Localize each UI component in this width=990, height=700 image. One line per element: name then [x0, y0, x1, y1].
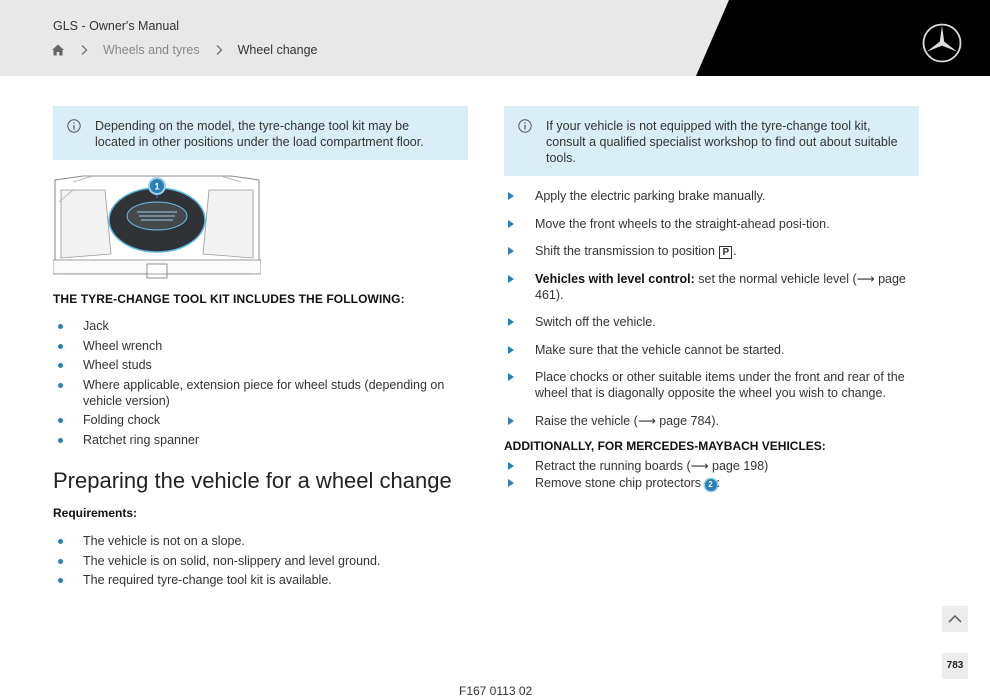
step-arrow-icon	[508, 318, 514, 326]
page-link-461[interactable]: ⟶ page 461	[535, 271, 906, 302]
list-item: Wheel studs	[53, 357, 473, 373]
chevron-right-icon	[214, 44, 224, 56]
figure-caption: F167 0113 02	[459, 684, 533, 698]
requirements-label: Requirements:	[53, 506, 138, 520]
step-arrow-icon	[508, 479, 514, 487]
step-item: Raise the vehicle (⟶ page 784).	[504, 413, 924, 429]
park-position-key: P	[719, 246, 732, 259]
step-item: Shift the transmission to position P .	[504, 243, 924, 259]
maybach-steps	[504, 458, 924, 492]
scroll-to-top-button[interactable]	[942, 606, 968, 632]
callout-badge: 2	[705, 479, 717, 491]
list-item: The vehicle is not on a slope.	[53, 533, 473, 549]
step-item: Move the front wheels to the straight-ahead posi-tion.	[504, 216, 924, 232]
list-item: Jack	[53, 318, 473, 334]
step-item: Retract the running boards (⟶ page 198)	[504, 458, 924, 474]
list-item: Wheel wrench	[53, 338, 473, 354]
step-item: Remove stone chip protectors 2 :	[504, 475, 924, 491]
list-item: Where applicable, extension piece for wheel studs (depending on vehicle version)	[53, 377, 473, 409]
info-text: If your vehicle is not equipped with the tyre-change tool kit, consult a qualified specialist workshop to find out about suitable tools.	[546, 119, 898, 165]
step-arrow-icon	[508, 220, 514, 228]
page-link-198[interactable]: ⟶ page 198	[690, 459, 765, 473]
procedure-steps	[504, 188, 924, 440]
step-arrow-icon	[508, 275, 514, 283]
mercedes-star-logo	[921, 22, 963, 64]
breadcrumb	[51, 41, 318, 59]
list-item: Ratchet ring spanner	[53, 432, 473, 448]
step-arrow-icon	[508, 346, 514, 354]
breadcrumb-wheel-change: Wheel change	[237, 43, 318, 57]
maybach-heading: ADDITIONALLY, FOR MERCEDES-MAYBACH VEHICLES:	[504, 439, 826, 453]
step-arrow-icon	[508, 462, 514, 470]
step-arrow-icon	[508, 373, 514, 381]
list-item: The required tyre-change tool kit is available.	[53, 572, 473, 588]
list-item: Folding chock	[53, 412, 473, 428]
page-number-badge: 783	[942, 653, 968, 679]
chevron-right-icon	[79, 44, 89, 56]
step-item: Switch off the vehicle.	[504, 314, 924, 330]
step-arrow-icon	[508, 247, 514, 255]
info-note-left	[53, 106, 468, 160]
step-arrow-icon	[508, 192, 514, 200]
requirements-list	[53, 533, 473, 592]
info-icon	[67, 119, 81, 133]
info-icon	[518, 119, 532, 133]
toolkit-illustration	[53, 172, 261, 282]
callout-number: 1	[154, 181, 160, 192]
toolkit-list	[53, 318, 473, 451]
home-icon[interactable]	[51, 43, 65, 57]
step-item: Make sure that the vehicle cannot be started.	[504, 342, 924, 358]
header-bar	[0, 0, 990, 76]
step-item: Place chocks or other suitable items under the front and rear of the wheel that is diagonally opposite the wheel you wish to change.	[504, 369, 924, 401]
step-item: Apply the electric parking brake manually.	[504, 188, 924, 204]
section-title: Preparing the vehicle for a wheel change	[53, 468, 452, 493]
breadcrumb-wheels-and-tyres[interactable]: Wheels and tyres	[103, 43, 200, 57]
list-item: The vehicle is on solid, non-slippery and level ground.	[53, 553, 473, 569]
toolkit-heading: THE TYRE-CHANGE TOOL KIT INCLUDES THE FOLLOWING:	[53, 292, 405, 306]
info-note-right	[504, 106, 919, 176]
page-link-784[interactable]: ⟶ page 784	[637, 413, 712, 428]
info-text: Depending on the model, the tyre-change tool kit may be located in other positions under the load compartment floor.	[95, 119, 424, 149]
manual-title: GLS - Owner's Manual	[53, 19, 180, 33]
step-item: Vehicles with level control: set the normal vehicle level (⟶ page 461).	[504, 271, 924, 303]
chevron-up-icon	[942, 606, 968, 632]
step-arrow-icon	[508, 417, 514, 425]
